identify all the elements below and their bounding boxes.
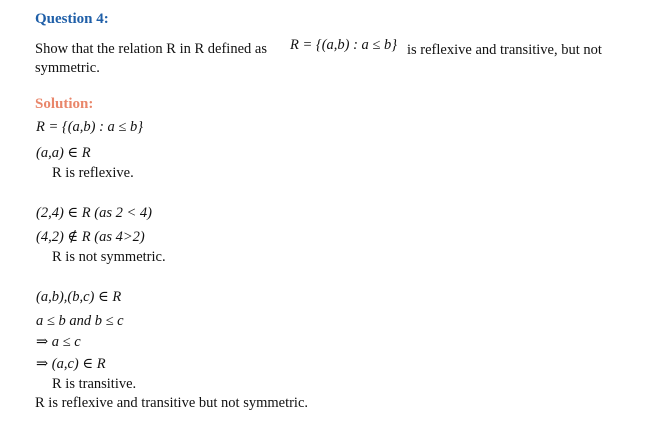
transitive-step-2: a ≤ b and b ≤ c [36,313,124,329]
symmetric-conclusion: R is not symmetric. [52,249,166,265]
symmetric-step-1: (2,4) ∈ R (as 2 < 4) [36,205,152,221]
question-set-definition: R = {(a,b) : a ≤ b} [290,37,398,53]
transitive-step-1: (a,b),(b,c) ∈ R [36,289,122,305]
reflexive-conclusion: R is reflexive. [52,165,134,181]
solution-heading: Solution: [35,96,94,112]
symmetric-step-2: (4,2) ∉ R (as 4>2) [36,229,145,245]
reflexive-step: (a,a) ∈ R [36,145,91,161]
solution-set-definition: R = {(a,b) : a ≤ b} [36,119,144,135]
transitive-conclusion: R is transitive. [52,376,137,392]
question-heading: Question 4: [35,11,109,27]
final-conclusion: R is reflexive and transitive but not symmetric. [35,395,309,411]
question-text-before: Show that the relation R in R defined as [35,41,267,57]
question-text-after: is reflexive and transitive, but not [407,42,602,58]
transitive-step-3: ⇒ a ≤ c [36,334,81,350]
transitive-step-4: ⇒ (a,c) ∈ R [36,356,106,372]
question-text-wrap: symmetric. [35,60,100,76]
